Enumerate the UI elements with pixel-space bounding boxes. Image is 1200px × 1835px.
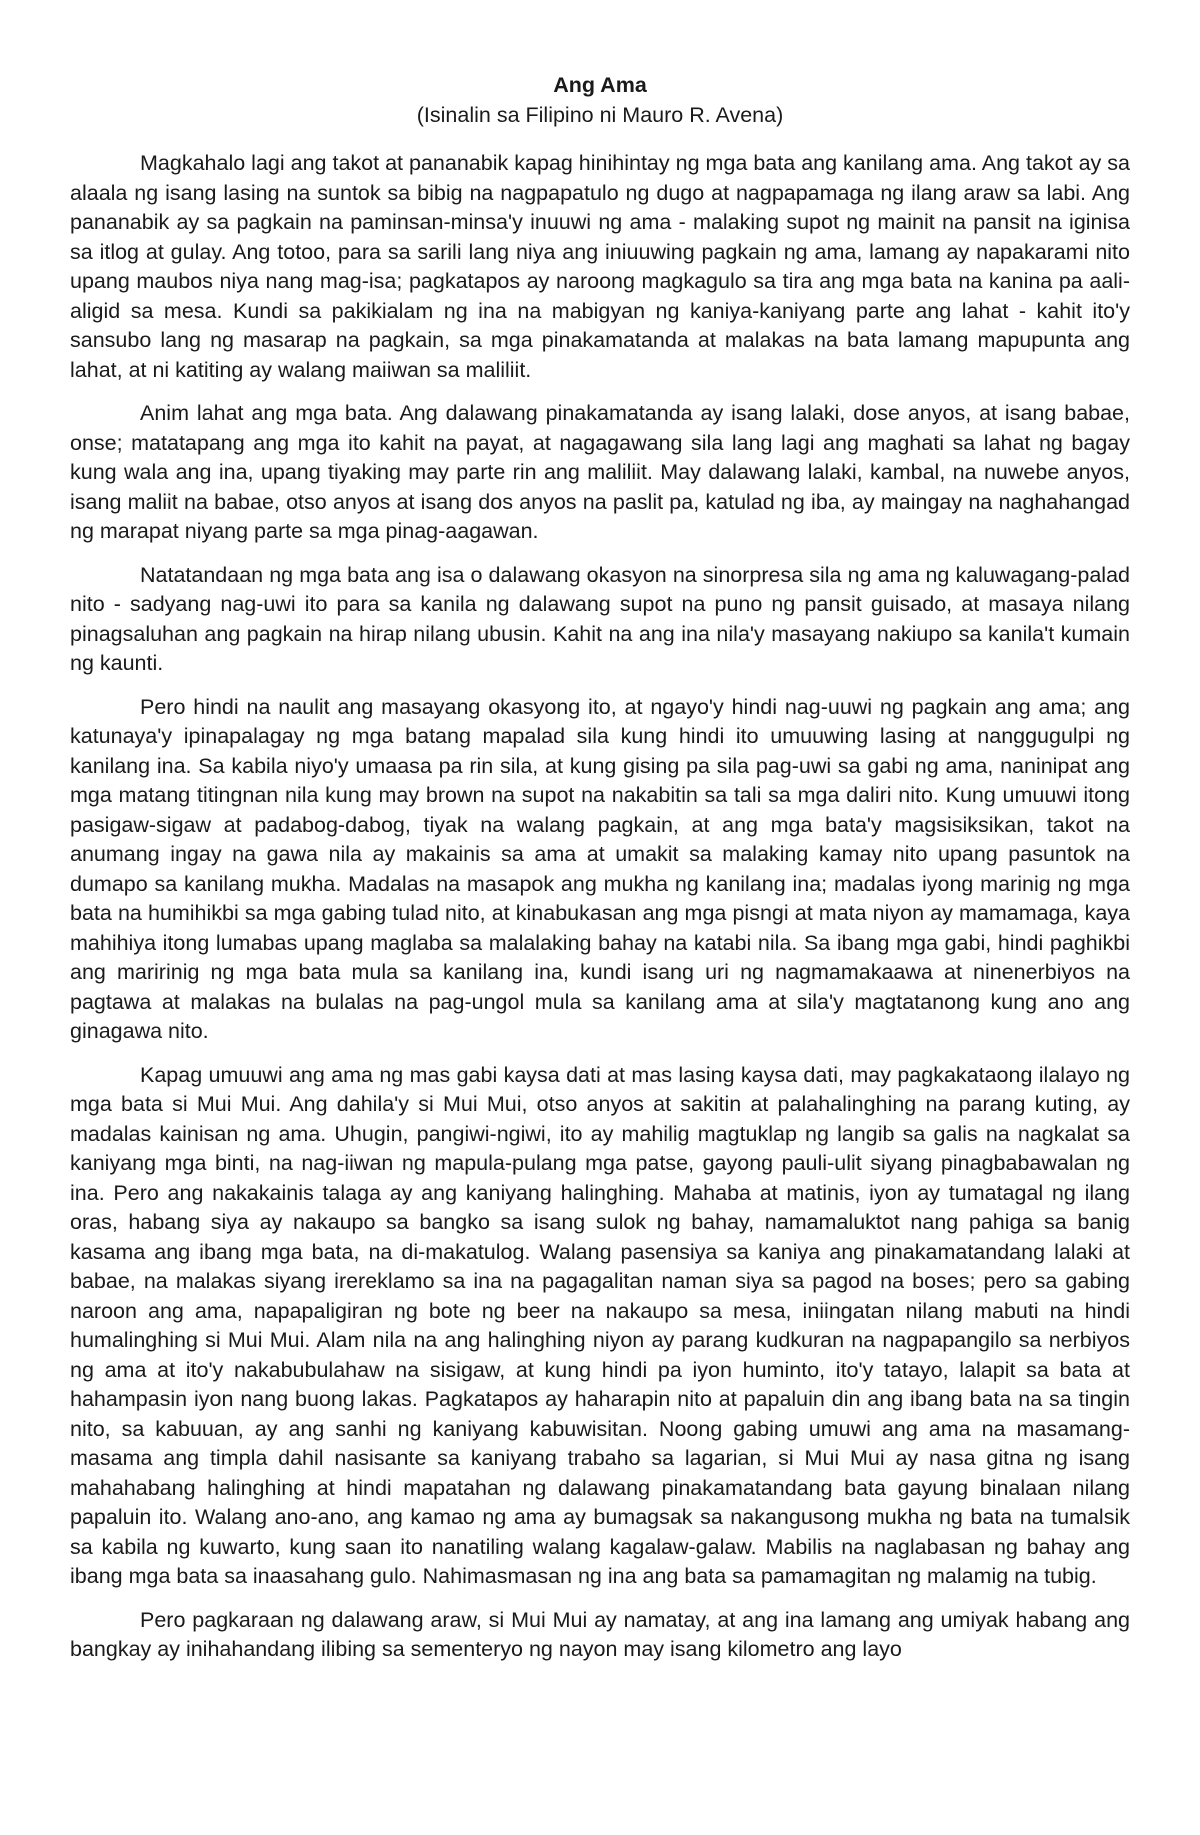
document-subtitle: (Isinalin sa Filipino ni Mauro R. Avena): [416, 103, 784, 127]
paragraph-6: Pero pagkaraan ng dalawang araw, si Mui Mui ay namatay, at ang ina lamang ang umiyak habang ang bangkay ay inihahandang ilibing sa sementeryo ng nayon may isang kilometro ang layo: [70, 1607, 1130, 1661]
document-page: [70, 70, 1130, 1679]
paragraph-2: Anim lahat ang mga bata. Ang dalawang pinakamatanda ay isang lalaki, dose anyos, at isang babae, onse; matatapang ang mga ito kahit na payat, at nagagawang sila lang lagi ang maghati sa lahat ng bagay kung wala ang ina, upang tiyaking may parte rin ang maliliit. May dalawang lalaki, kambal, na nuwebe anyos, isang maliit na babae, otso anyos at isang dos anyos na paslit pa, katulad ng iba, ay maingay na naghahangad ng marapat niyang parte sa mga pinag-aagawan.: [70, 401, 1130, 543]
paragraph-5: Kapag umuuwi ang ama ng mas gabi kaysa dati at mas lasing kaysa dati, may pagkakataong ilalayo ng mga bata si Mui Mui. Ang dahila'y si Mui Mui, otso anyos at sakitin at palahalinghing na parang kuting, ay madalas kainisan ng ama. Uhugin, pangiwi-ngiwi, ito ay mahilig magtuklap ng langib sa galis na nagkalat sa kaniyang mga binti, na nag-iiwan ng mapula-pulang mga patse, gayong pauli-ulit siyang pinagbabawalan ng ina. Pero ang nakakainis talaga ay ang kaniyang halinghing. Mahaba at matinis, iyon ay tumatagal ng ilang oras, habang siya ay nakaupo sa bangko sa isang sulok ng bahay, namamaluktot nang pahiga sa banig kasama ang ibang mga bata, na di-makatulog. Walang pasensiya sa kaniya ang pinakamatandang lalaki at babae, na malakas siyang irereklamo sa ina na pagagalitan naman siya sa pagod na boses; pero sa gabing naroon ang ama, napapaligiran ng bote ng beer na nakaupo sa mesa, iniingatan nilang mabuti na hindi humalinghing si Mui Mui. Alam nila na ang halinghing niyon ay parang kudkuran na nagpapangilo sa nerbiyos ng ama at ito'y nakabubulahaw na sisigaw, at kung hindi pa iyon huminto, ito'y tatayo, lalapit sa bata at hahampasin iyon nang buong lakas. Pagkatapos ay haharapin nito at papaluin din ang ibang bata na sa tingin nito, sa kabuuan, ay ang sanhi ng kaniyang kabuwisitan. Noong gabing umuwi ang ama na masamang-masama ang timpla dahil nasisante sa kaniyang trabaho sa lagarian, si Mui Mui ay nasa gitna ng isang mahahabang halinghing at hindi mapatahan ng dalawang pinakamatandang bata gayung binalaan nilang papaluin ito. Walang ano-ano, ang kamao ng ama ay bumagsak sa nakangusong mukha ng bata na tumalsik sa kabila ng kuwarto, kung saan ito nanatiling walang kagalaw-galaw. Mabilis na naglabasan ng bahay ang ibang mga bata sa inaasahang gulo. Nahimasmasan ng ina ang bata sa pamamagitan ng malamig na tubig.: [70, 1062, 1130, 1588]
paragraph-3: Natatandaan ng mga bata ang isa o dalawang okasyon na sinorpresa sila ng ama ng kaluwagang-palad nito - sadyang nag-uwi ito para sa kanila ng dalawang supot na puno ng pansit guisado, at masaya nilang pinagsaluhan ang pagkain na hirap nilang ubusin. Kahit na ang ina nila'y masayang nakiupo sa kanila't kumain ng kaunti.: [70, 562, 1130, 675]
paragraph-1: Magkahalo lagi ang takot at pananabik kapag hinihintay ng mga bata ang kanilang ama. Ang takot ay sa alaala ng isang lasing na suntok sa bibig na nagpapatulo ng dugo at nagpapamaga ng ilang araw sa labi. Ang pananabik ay sa pagkain na paminsan-minsa'y inuuwi ng ama - malaking supot ng mainit na pansit na iginisa sa itlog at gulay. Ang totoo, para sa sarili lang niya ang iniuuwing pagkain ng ama, lamang ay napakarami nito upang maubos niya nang mag-isa; pagkatapos ay naroong magkagulo sa tira ang mga bata na kanina pa aali-aligid sa mesa. Kundi sa pakikialam ng ina na mabigyan ng kaniya-kaniyang parte ang lahat - kahit ito'y sansubo lang ng masarap na pagkain, sa mga pinakamatanda at malakas na bata lamang mapupunta ang lahat, at ni katiting ay walang maiiwan sa maliliit.: [70, 151, 1130, 382]
paragraph-4: Pero hindi na naulit ang masayang okasyong ito, at ngayo'y hindi nag-uuwi ng pagkain ang ama; ang katunaya'y ipinapalagay ng mga batang mapalad sila kung hindi ito umuuwing lasing at nanggugulpi ng kanilang ina. Sa kabila niyo'y umaasa pa rin sila, at kung gising pa sila pag-uwi sa gabi ng ama, naninipat ang mga matang titingnan nila kung may brown na supot na nakabitin sa tali sa mga daliri nito. Kung umuuwi itong pasigaw-sigaw at padabog-dabog, tiyak na walang pagkain, at ang mga bata'y magsisiksikan, takot na anumang ingay na gawa nila ay makainis sa ama at umakit sa malaking kamay nito upang pasuntok na dumapo sa kanilang mukha. Madalas na masapok ang mukha ng kanilang ina; madalas iyong marinig ng mga bata na humihikbi sa mga gabing tulad nito, at kinabukasan ang mga pisngi at mata niyon ay mamamaga, kaya mahihiya itong lumabas upang maglaba sa malalaking bahay na katabi nila. Sa ibang mga gabi, hindi paghikbi ang maririnig ng mga bata mula sa kanilang ina, kundi isang uri ng nagmamakaawa at ninenerbiyos na pagtawa at malakas na bulalas na pag-ungol mula sa kanilang ama at sila'y magtatanong kung ano ang ginagawa nito.: [70, 694, 1130, 1043]
document-title: Ang Ama: [553, 73, 647, 97]
